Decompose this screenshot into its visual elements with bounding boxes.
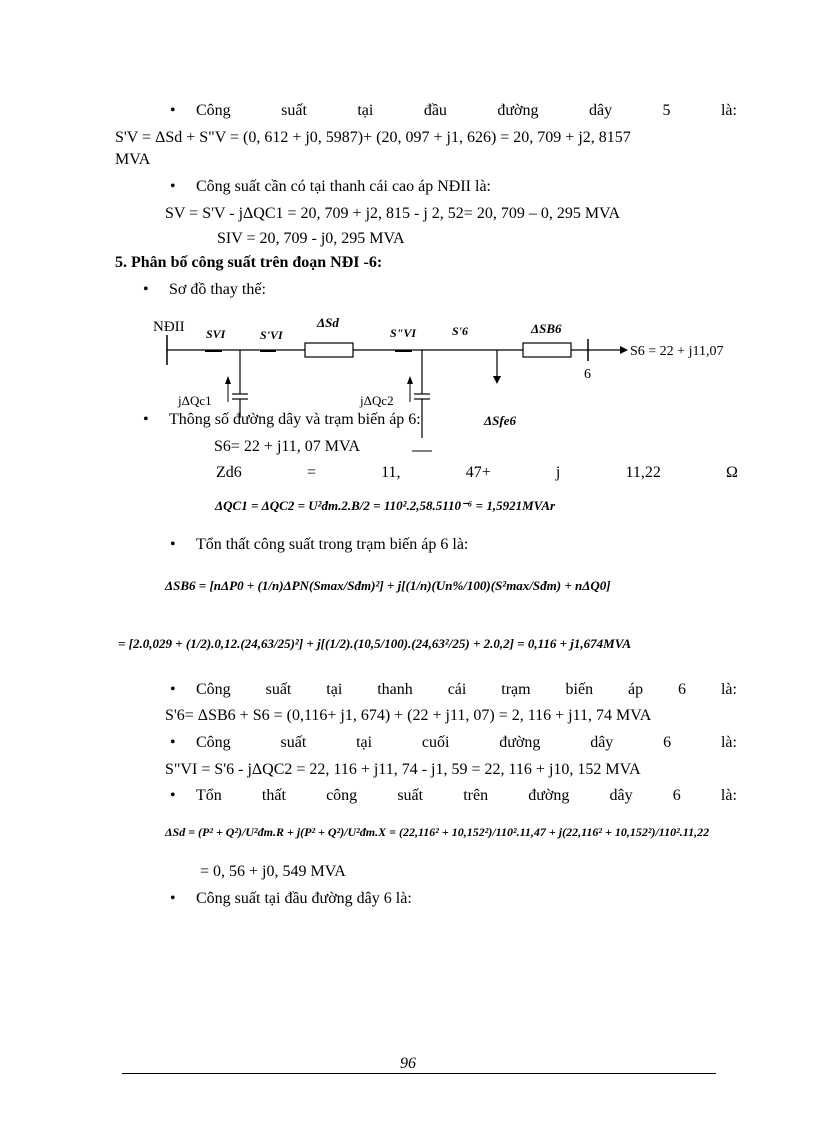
word: tại — [356, 734, 373, 751]
eq-s-iv: SIV = 20, 709 - j0, 295 MVA — [217, 230, 405, 247]
section-heading: 5. Phân bố công suất trên đoạn NĐI -6: — [115, 254, 383, 271]
label-source: NĐII — [153, 319, 185, 335]
word: 11,22 — [625, 464, 661, 481]
line-cong-suat-dau-5 — [170, 101, 737, 121]
label-delta-sfe6: ΔSfe6 — [484, 413, 516, 428]
load-arrow — [620, 346, 628, 354]
word: suất — [397, 787, 424, 804]
word: suất — [280, 734, 307, 751]
transformer-impedance — [523, 343, 571, 357]
word: đường — [497, 102, 539, 119]
bullet-thong-so: • Thông số đường dây và trạm biến áp 6: — [143, 411, 421, 428]
word: là: — [720, 734, 737, 751]
word: cái — [447, 681, 467, 698]
eq-delta-sb6-numeric: = [2.0,029 + (1/2).0,12.(24,63/25)²] + j[(1/2).(10,5/100).(24,63²/25) + 2.0,2] = 0,116 + j1,674MVA — [118, 636, 632, 651]
eq-s-vi: S"VI = S'6 - jΔQC2 = 22, 116 + j11, 74 - j1, 59 = 22, 116 + j10, 152 MVA — [165, 761, 641, 778]
word: Ω — [726, 464, 738, 481]
eq-delta-sb6-formula: ΔSB6 = [nΔP0 + (1/n)ΔPN(Smax/Sđm)²] + j[(1/n)(Un%/100)(S²max/Sđm) + nΔQ0] — [165, 578, 611, 593]
word: 47+ — [465, 464, 491, 481]
word: biến — [565, 681, 594, 698]
word: thất — [261, 787, 286, 804]
word: suất — [265, 681, 292, 698]
footer-rule — [122, 1073, 716, 1074]
word: đường — [499, 734, 541, 751]
page-number: 96 — [400, 1055, 416, 1072]
word: cuối — [421, 734, 450, 751]
word: công — [326, 787, 358, 804]
eq-delta-q: ΔQC1 = ΔQC2 = U²đm.2.B/2 = 110².2,58.5110⁻⁶ = 1,5921MVAr — [215, 498, 556, 513]
eq-s6: S6= 22 + j11, 07 MVA — [214, 438, 361, 455]
word: Zd6 — [216, 464, 242, 481]
word: 11, — [381, 464, 401, 481]
word: 6 — [663, 734, 672, 751]
label-s-vi-dprime: S"VI — [390, 326, 417, 340]
word: áp — [627, 681, 644, 698]
word: dây — [590, 734, 614, 751]
eq-delta-sd: ΔSd = (P² + Q²)/U²đm.R + j(P² + Q²)/U²đm.X = (22,116² + 10,152²)/110².11,47 + j(22,116² + 10,152²)/110².11,22 — [165, 825, 710, 839]
word: đường — [528, 787, 570, 804]
word: • Công — [170, 734, 231, 751]
bullet-ton-that-tram: • Tổn thất công suất trong trạm biến áp 6 là: — [170, 536, 469, 553]
label-delta-sb6: ΔSB6 — [531, 321, 562, 336]
line-cs-cuoi — [170, 733, 737, 753]
bullet-so-do: • Sơ đồ thay thế: — [143, 281, 266, 298]
line-cs-thanh-cai — [170, 680, 737, 700]
label-s-vi: SVI — [206, 327, 226, 341]
word: thanh — [377, 681, 413, 698]
label-s6-prime: S'6 — [452, 324, 469, 338]
word: 6 — [672, 787, 681, 804]
word: dây — [588, 102, 613, 119]
eq-zd6 — [216, 463, 738, 483]
label-node-6: 6 — [584, 367, 591, 382]
word: đầu — [423, 102, 447, 119]
word: 5 — [662, 102, 671, 119]
eq-s6-prime: S'6= ΔSB6 + S6 = (0,116+ j1, 674) + (22 + j11, 07) = 2, 116 + j11, 74 MVA — [165, 707, 652, 724]
bullet-cs-dau-6: • Công suất tại đầu đường dây 6 là: — [170, 890, 412, 907]
eq-s-v: SV = S'V - jΔQC1 = 20, 709 + j2, 815 - j 2, 52= 20, 709 – 0, 295 MVA — [165, 205, 621, 222]
label-delta-sd: ΔSd — [317, 315, 339, 330]
eq-s-v-prime: S'V = ΔSd + S"V = (0, 612 + j0, 5987)+ (20, 097 + j1, 626) = 20, 709 + j2, 8157 — [115, 129, 631, 146]
line-ton-that-duong-day — [170, 786, 737, 806]
word: 6 — [678, 681, 687, 698]
eq-delta-sd-result: = 0, 56 + j0, 549 MVA — [200, 863, 346, 880]
word: • Tổn — [170, 787, 222, 804]
word: j — [555, 464, 561, 481]
word: = — [306, 464, 316, 481]
word: trạm — [501, 681, 531, 698]
word: • Công — [170, 102, 231, 119]
label-load: S6 = 22 + j11,07 — [630, 344, 724, 359]
line-impedance — [305, 343, 353, 357]
word: dây — [609, 787, 633, 804]
unit-mva: MVA — [115, 151, 151, 168]
word: suất — [281, 102, 307, 119]
bullet-cong-suat-can-co: • Công suất cần có tại thanh cái cao áp NĐII là: — [170, 178, 491, 195]
word: • Công — [170, 681, 231, 698]
word: trên — [463, 787, 489, 804]
label-jq-c2: jΔQc2 — [360, 393, 394, 408]
word: là: — [720, 102, 737, 119]
word: tại — [326, 681, 343, 698]
label-s-vi-prime: S'VI — [260, 328, 283, 342]
word: là: — [720, 787, 737, 804]
word: tại — [357, 102, 374, 119]
label-jq-c1: jΔQc1 — [178, 393, 212, 408]
word: là: — [720, 681, 737, 698]
